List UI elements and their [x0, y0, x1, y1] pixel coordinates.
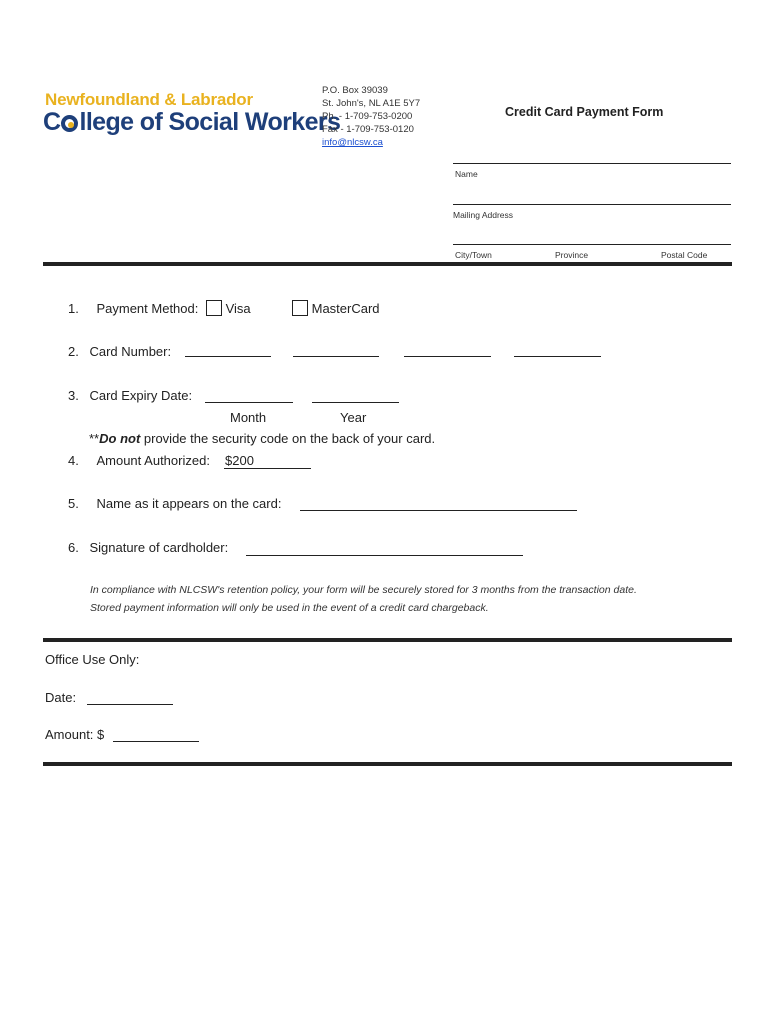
amount-value: $200 — [225, 453, 254, 468]
office-amount-blank[interactable] — [113, 741, 199, 742]
logo-emblem-icon — [61, 115, 78, 132]
security-note-prefix: ** — [89, 431, 100, 446]
city-province-postal-line[interactable] — [453, 244, 731, 245]
payment-method-label: Payment Method: — [96, 301, 199, 316]
phone: Ph. - 1-709-753-0200 — [322, 111, 413, 122]
signature-blank[interactable] — [246, 555, 523, 556]
name-on-card-label: Name as it appears on the card: — [96, 496, 282, 511]
name-label: Name — [455, 169, 478, 179]
field-6-number: 6. — [68, 540, 79, 555]
header-divider — [43, 262, 732, 266]
retention-notice-line1: In compliance with NLCSW's retention policy, your form will be securely stored for 3 months from the transaction date. — [90, 584, 637, 596]
signature-label: Signature of cardholder: — [89, 540, 229, 555]
office-amount-label: Amount: $ — [45, 727, 105, 742]
amount-label: Amount Authorized: — [96, 453, 210, 468]
field-signature — [68, 540, 228, 555]
org-name-line2 — [43, 108, 340, 137]
mastercard-option — [292, 300, 380, 316]
postal-code-label: Postal Code — [661, 250, 708, 260]
card-number-group-1[interactable] — [185, 356, 271, 357]
visa-label: Visa — [225, 301, 251, 316]
office-date-label: Date: — [45, 690, 77, 705]
office-divider-bottom — [43, 762, 732, 766]
mailing-address-label: Mailing Address — [453, 210, 514, 220]
mastercard-checkbox[interactable] — [292, 300, 308, 316]
retention-notice-line2: Stored payment information will only be used in the event of a credit card chargeback. — [90, 602, 489, 614]
address-line2: St. John's, NL A1E 5Y7 — [322, 98, 421, 109]
security-note-text: provide the security code on the back of your card. — [140, 431, 436, 446]
form-title: Credit Card Payment Form — [505, 105, 664, 119]
month-caption: Month — [230, 410, 267, 425]
year-caption: Year — [340, 410, 367, 425]
address-block — [322, 84, 420, 149]
field-1-number: 1. — [68, 301, 79, 316]
org-name-rest: llege of Social Workers — [79, 108, 341, 136]
expiry-month-blank[interactable] — [205, 402, 293, 403]
office-use-title: Office Use Only: — [45, 652, 140, 667]
security-note-emphasis: Do not — [99, 431, 141, 446]
office-date-blank[interactable] — [87, 704, 173, 705]
field-expiry — [68, 388, 192, 403]
fax: Fax - 1-709-753-0120 — [322, 124, 414, 135]
mailing-address-line[interactable] — [453, 204, 731, 205]
amount-blank[interactable] — [224, 468, 311, 469]
security-note — [89, 431, 435, 446]
card-number-group-4[interactable] — [514, 356, 601, 357]
mastercard-label: MasterCard — [311, 301, 380, 316]
expiry-year-blank[interactable] — [312, 402, 399, 403]
card-number-group-2[interactable] — [293, 356, 379, 357]
card-number-group-3[interactable] — [404, 356, 491, 357]
field-3-number: 3. — [68, 388, 79, 403]
org-name-line1: Newfoundland & Labrador — [45, 90, 253, 109]
office-divider-top — [43, 638, 732, 642]
name-line[interactable] — [453, 163, 731, 164]
city-town-label: City/Town — [455, 250, 492, 260]
email-link[interactable]: info@nlcsw.ca — [322, 137, 383, 148]
visa-checkbox[interactable] — [206, 300, 222, 316]
field-card-number — [68, 344, 171, 359]
field-amount — [68, 453, 210, 468]
name-on-card-blank[interactable] — [300, 510, 577, 511]
field-5-number: 5. — [68, 496, 79, 511]
card-number-label: Card Number: — [89, 344, 172, 359]
field-2-number: 2. — [68, 344, 79, 359]
expiry-label: Card Expiry Date: — [89, 388, 193, 403]
field-name-on-card — [68, 496, 281, 511]
org-name-initial: C — [43, 108, 61, 136]
province-label: Province — [555, 250, 589, 260]
field-4-number: 4. — [68, 453, 79, 468]
field-payment-method — [68, 300, 251, 316]
address-line1: P.O. Box 39039 — [322, 85, 388, 96]
